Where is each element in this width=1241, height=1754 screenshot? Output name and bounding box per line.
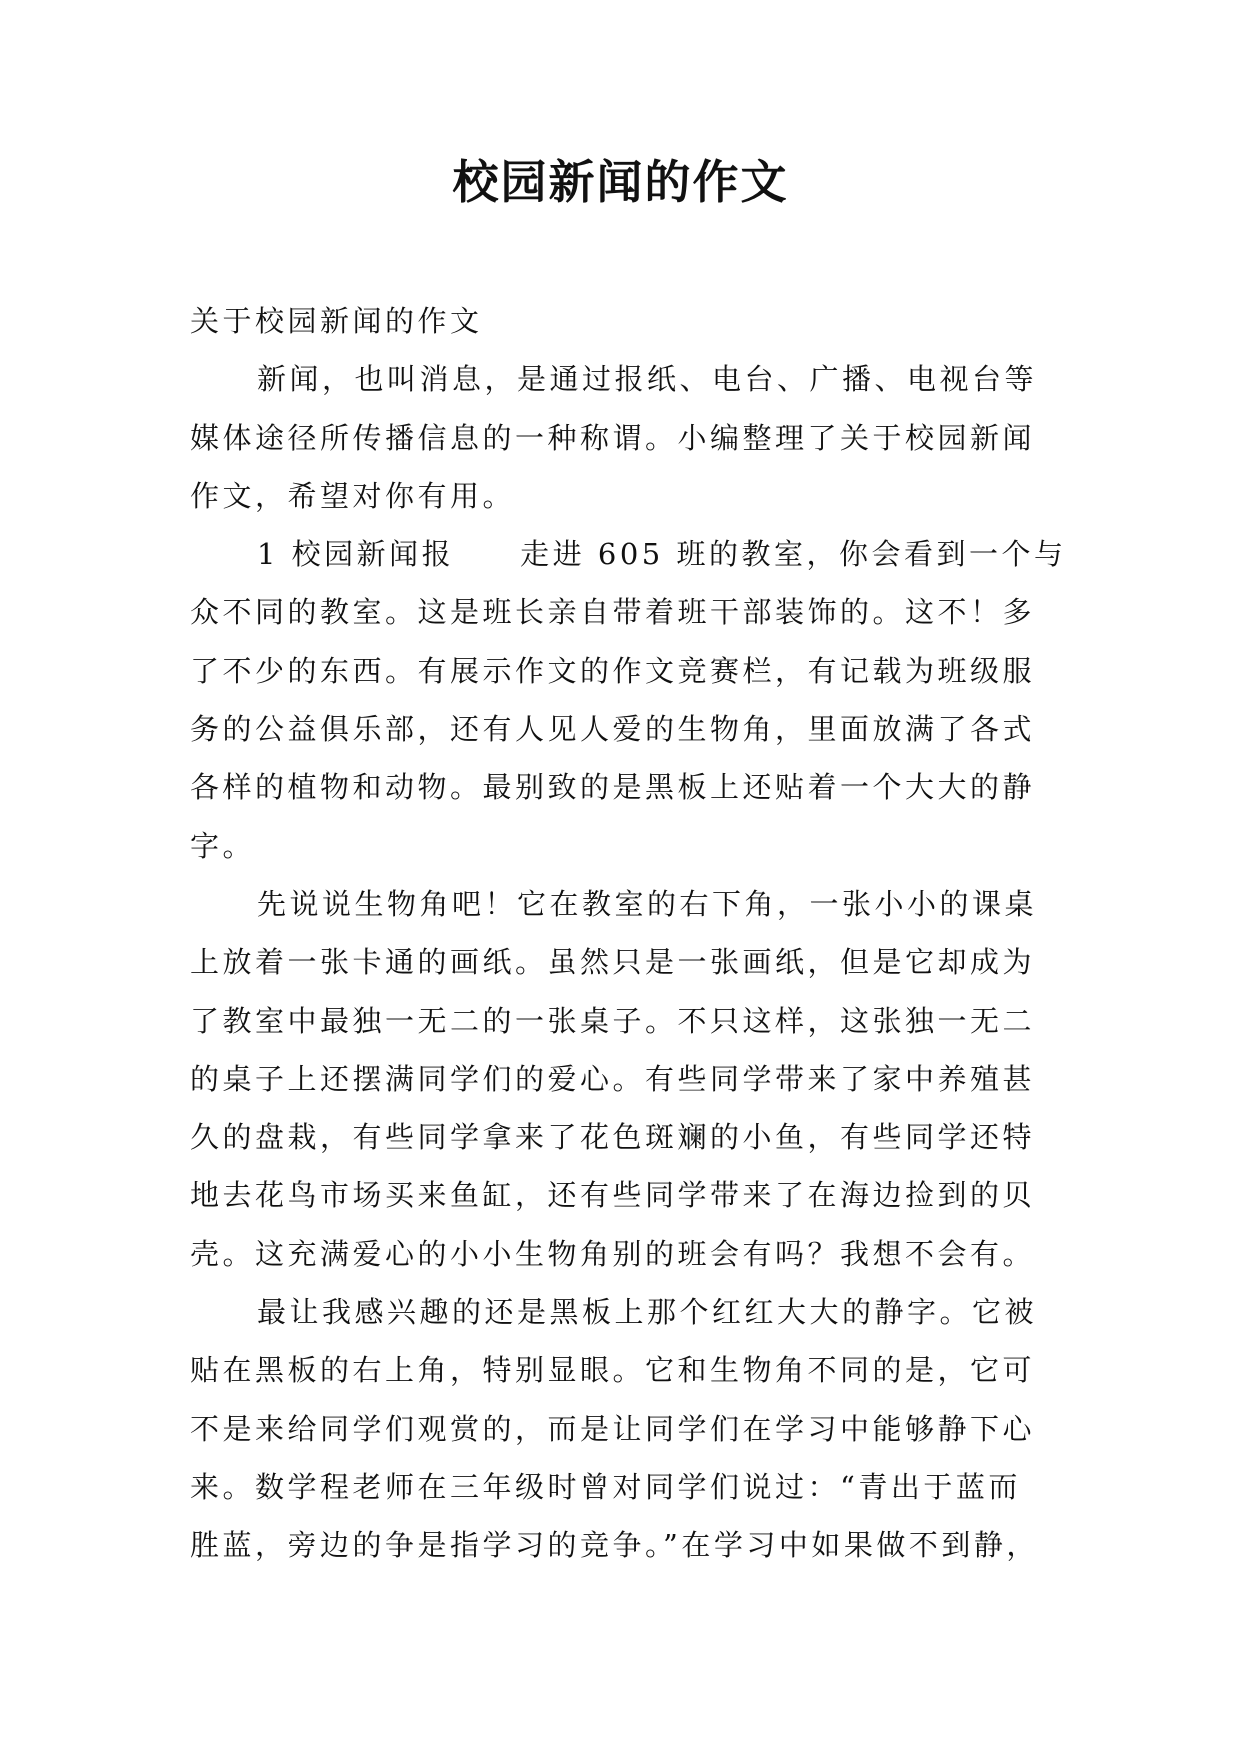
paragraph-line: 最让我感兴趣的还是黑板上那个红红大大的静字。它被	[257, 1295, 1038, 1330]
paragraph-line: 久的盘栽，有些同学拿来了花色斑斓的小鱼，有些同学还特	[190, 1120, 1036, 1155]
document-title: 校园新闻的作文	[452, 155, 789, 209]
paragraph-line: 务的公益俱乐部，还有人见人爱的生物角，里面放满了各式	[190, 712, 1036, 747]
document-body	[190, 292, 1067, 1575]
paragraph-line: 众不同的教室。这是班长亲自带着班干部装饰的。这不！多	[190, 595, 1036, 630]
paragraph-line: 壳。这充满爱心的小小生物角别的班会有吗？我想不会有。	[190, 1236, 1036, 1271]
subtitle-line: 关于校园新闻的作文	[190, 304, 483, 338]
paragraph-line: 贴在黑板的右上角，特别显眼。它和生物角不同的是，它可	[190, 1353, 1036, 1388]
paragraph-line: 新闻，也叫消息，是通过报纸、电台、广播、电视台等	[257, 362, 1038, 397]
paragraph-line: 各样的植物和动物。最别致的是黑板上还贴着一个大大的静	[190, 770, 1036, 805]
paragraph-line: 作文，希望对你有用。	[190, 478, 516, 513]
paragraph-lead-line	[190, 525, 1067, 583]
paragraph-line: 字。	[190, 828, 256, 863]
paragraph-line: 媒体途径所传播信息的一种称谓。小编整理了关于校园新闻	[190, 420, 1036, 455]
paragraph-line: 的桌子上还摆满同学们的爱心。有些同学带来了家中养殖甚	[190, 1061, 1036, 1096]
paragraph-line: 地去花鸟市场买来鱼缸，还有些同学带来了在海边捡到的贝	[190, 1178, 1036, 1213]
paragraph-line: 不是来给同学们观赏的，而是让同学们在学习中能够静下心	[190, 1411, 1036, 1446]
paragraph-line: 来。数学程老师在三年级时曾对同学们说过：“青出于蓝而	[190, 1469, 1021, 1504]
paragraph-line: 上放着一张卡通的画纸。虽然只是一张画纸，但是它却成为	[190, 945, 1036, 980]
paragraph-line: 先说说生物角吧！它在教室的右下角，一张小小的课桌	[257, 886, 1038, 921]
section-heading: 1 校园新闻报	[257, 537, 455, 572]
paragraph-line: 胜蓝，旁边的争是指学习的竞争。”在学习中如果做不到静，	[190, 1528, 1039, 1563]
paragraph-lead-text: 走进 605 班的教室，你会看到一个与	[520, 537, 1067, 572]
paragraph-line: 了教室中最独一无二的一张桌子。不只这样，这张独一无二	[190, 1003, 1036, 1038]
paragraph-line: 了不少的东西。有展示作文的作文竞赛栏，有记载为班级服	[190, 653, 1036, 688]
